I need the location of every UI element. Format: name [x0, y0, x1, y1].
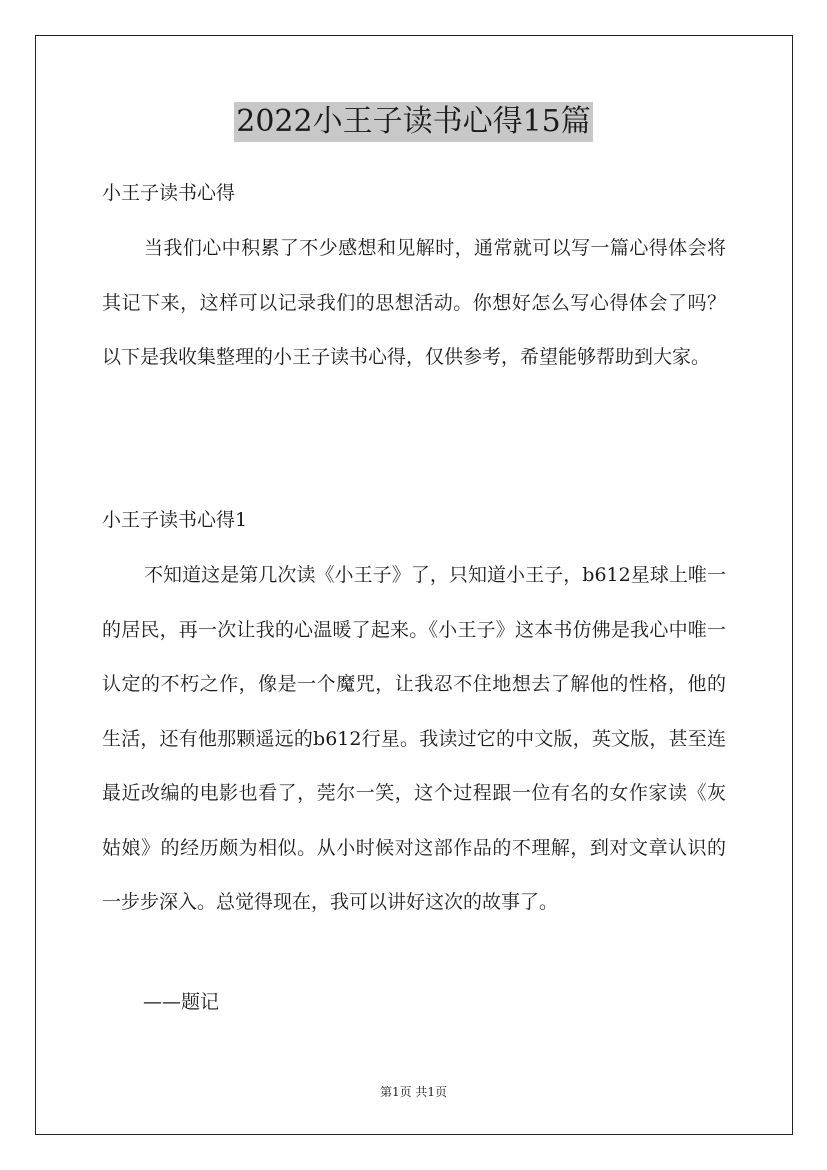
page-footer: 第1页 共1页: [379, 1085, 448, 1099]
section-1-paragraph: 不知道这是第几次读《小王子》了，只知道小王子，b612星球上唯一的居民，再一次让我的心温暖了起来。《小王子》这本书仿佛是我心中唯一认定的不朽之作，像是一个魔咒，让我忍不住地想去了解他的性格，他的生活，还有他那颗遥远的b612行星。我读过它的中文版，英文版，甚至连最近改编的电影也看了，莞尔一笑，这个过程跟一位有名的女作家读《灰姑娘》的经历颇为相似。从小时候对这部作品的不理解，到对文章认识的一步步深入。总觉得现在，我可以讲好这次的故事了。: [102, 564, 726, 913]
document-title: 2022小王子读书心得15篇: [234, 102, 593, 142]
section-1-signature: ——题记: [143, 991, 220, 1013]
document-title-wrapper: [0, 102, 827, 142]
intro-heading: 小王子读书心得: [102, 182, 236, 204]
intro-paragraph: 当我们心中积累了不少感想和见解时，通常就可以写一篇心得体会将其记下来，这样可以记录我们的思想活动。你想好怎么写心得体会了吗？以下是我收集整理的小王子读书心得，仅供参考，希望能够帮助到大家。: [102, 237, 726, 368]
section-1-heading: 小王子读书心得1: [102, 509, 248, 531]
